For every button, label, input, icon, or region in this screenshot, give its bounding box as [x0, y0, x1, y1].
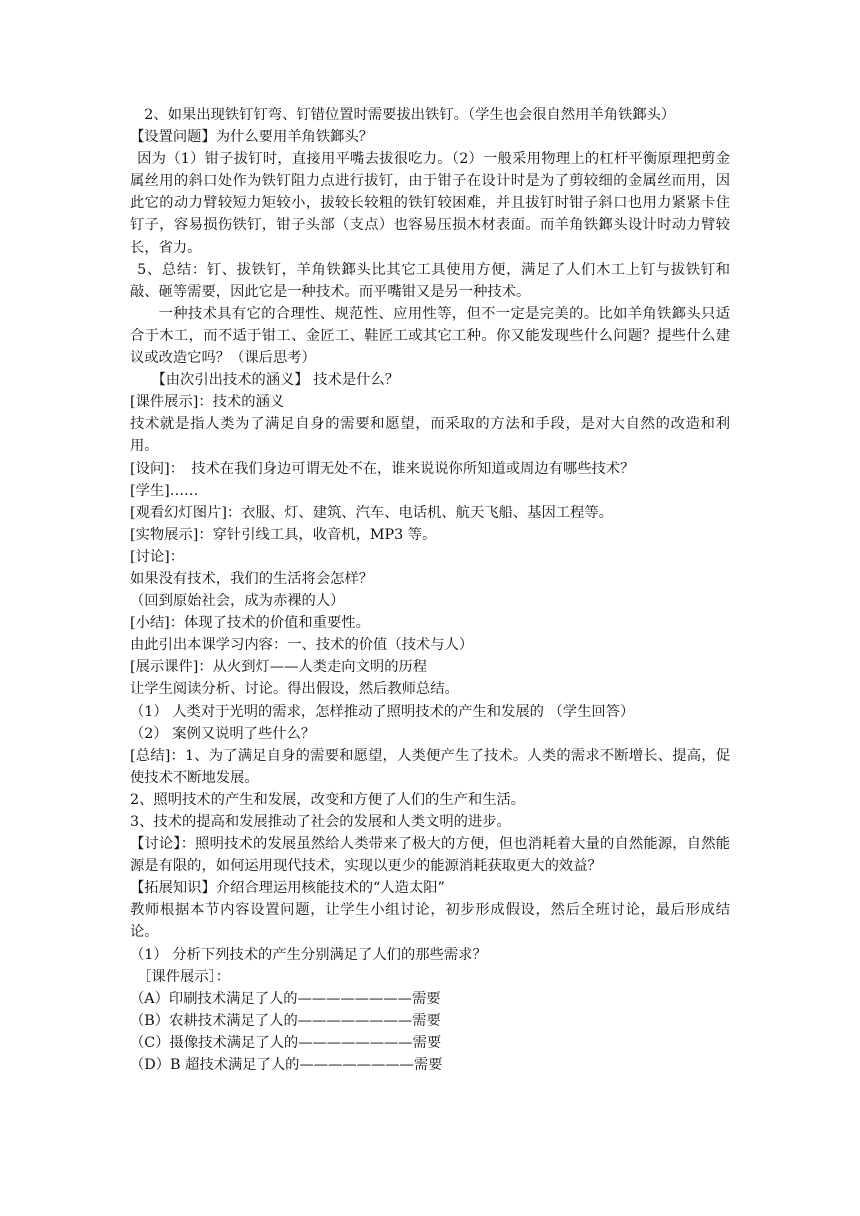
para-courseware-show: ［课件展示］： — [137, 968, 231, 985]
para-no-tech: 如果没有技术，我们的生活将会怎样？ — [130, 570, 374, 587]
para-definition: 技术就是指人类为了满足自身的需要和愿望，而采取的方法和手段，是对大自然的改造和利用。 — [130, 416, 730, 455]
para-item-d: （D）B 超技术满足了人的————————需要 — [130, 1057, 443, 1074]
para-item-c: （C）摄像技术满足了人的————————需要 — [130, 1034, 442, 1051]
para-item-b: （B）农耕技术满足了人的————————需要 — [130, 1012, 441, 1029]
para-meaning-heading: 【由次引出技术的涵义】 技术是什么？ — [151, 372, 400, 389]
para-read: 让学生阅读分析、讨论。得出假设，然后教师总结。 — [130, 681, 459, 698]
para-discussion: 【讨论】：照明技术的发展虽然给人类带来了极大的方便，但也消耗着大量的自然能源，自然能源是有限的，如何运用现代技术，实现以更少的能源消耗获取更大的效益？ — [130, 836, 730, 875]
document-page — [130, 104, 730, 1076]
para-conclusion-1: [总结]：1、为了满足自身的需要和愿望，人类便产生了技术。人类的需求不断增长、提高，促使技术不断地发展。 — [130, 747, 730, 786]
para-ask: [设问]： 技术在我们身边可谓无处不在，谁来说说你所知道或周边有哪些技术？ — [130, 460, 635, 477]
para-student: [学生]…… — [130, 482, 199, 499]
para-objects: [实物展示]：穿针引线工具，收音机，MP3 等。 — [130, 526, 437, 543]
para-conclusion-2: 2、照明技术的产生和发展，改变和方便了人们的生产和生活。 — [130, 791, 526, 808]
para-reason: 因为（1）钳子拔钉时，直接用平嘴去拔很吃力。（2）一般采用物理上的杠杆平衡原理把剪金属丝用的斜口处作为铁钉阻力点进行拔钉，由于钳子在设计时是为了剪较细的金属丝而用，因此它的动力臂较短力矩较小，拔较长较粗的铁钉较困难，并且拔钉时钳子斜口也用力紧紧卡住钉子，容易损伤铁钉，钳子头部（支点）也容易压损木材表面。而羊角铁鎯头设计时动力臂较长，省力。 — [130, 151, 730, 256]
para-q2: （2） 案例又说明了些什么？ — [130, 725, 316, 742]
para-lead-content: 由此引出本课学习内容：一、技术的价值（技术与人） — [130, 637, 474, 654]
para-show-courseware: [展示课件]：从火到灯——人类走向文明的历程 — [130, 659, 428, 676]
para-slides: [观看幻灯图片]：衣服、灯、建筑、汽车、电话机、航天飞船、基因工程等。 — [130, 504, 613, 521]
para-analyze: （1） 分析下列技术的产生分别满足了人们的那些需求？ — [130, 946, 487, 963]
para-question: 【设置问题】为什么要用羊角铁鎯头？ — [130, 129, 374, 146]
para-discuss-label: [讨论]： — [130, 548, 185, 565]
para-summary: 5、总结：钉、拔铁钉，羊角铁鎯头比其它工具使用方便，满足了人们木工上钉与拔铁钉和敲、砸等需要，因此它是一种技术。而平嘴钳又是另一种技术。 — [130, 261, 730, 300]
para-conclusion-3: 3、技术的提高和发展推动了社会的发展和人类文明的进步。 — [130, 814, 511, 830]
para-primitive: （回到原始社会，成为赤裸的人） — [130, 593, 345, 610]
para-rationality: 一种技术具有它的合理性、规范性、应用性等，但不一定是完美的。比如羊角铁鎯头只适合于木工，而不适于钳工、金匠工、鞋匠工或其它工种。你又能发现些什么问题？提些什么建议或改造它吗？（课后思考） — [130, 305, 730, 367]
para-pull-nail: 2、如果出现铁钉钉弯、钉错位置时需要拔出铁钉。（学生也会很自然用羊角铁鎯头） — [144, 107, 676, 123]
para-extension: 【拓展知识】介绍合理运用核能技术的“人造太阳” — [130, 880, 445, 897]
para-item-a: （A）印刷技术满足了人的————————需要 — [130, 990, 441, 1007]
para-brief: [小结]：体现了技术的价值和重要性。 — [130, 615, 370, 632]
para-teacher: 教师根据本节内容设置问题，让学生小组讨论，初步形成假设，然后全班讨论，最后形成结论。 — [130, 902, 730, 941]
para-courseware-meaning: [课件展示]：技术的涵义 — [130, 394, 285, 411]
para-q1: （1） 人类对于光明的需求，怎样推动了照明技术的产生和发展的 （学生回答） — [130, 703, 635, 720]
